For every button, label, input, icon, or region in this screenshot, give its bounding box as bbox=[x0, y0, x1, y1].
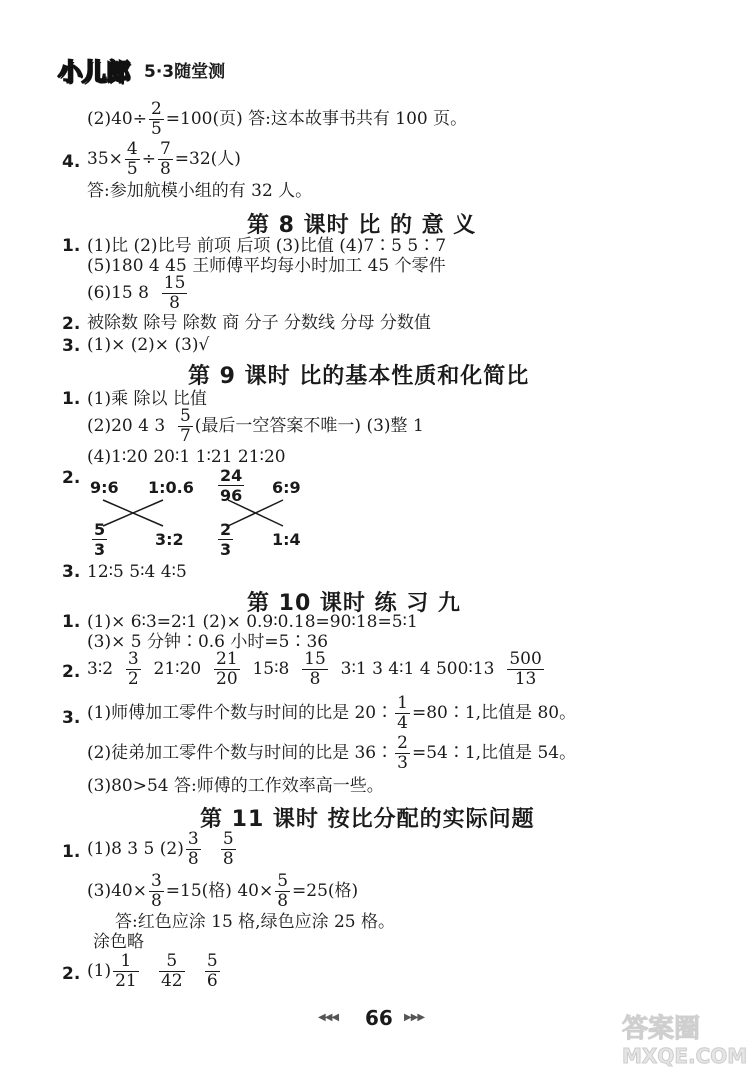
answer-line: 被除数 除号 除数 商 分子 分数线 分母 分数值 bbox=[87, 313, 431, 333]
watermark-url: MXQE.COM bbox=[622, 1044, 748, 1068]
header-logo: 小儿郎 bbox=[58, 58, 130, 86]
answer-line: 12∶5 5∶4 4∶5 bbox=[87, 562, 187, 582]
matching-item: $\frac{5}{3}$ bbox=[94, 520, 106, 559]
page-nav-right-icon: ▶▶▶ bbox=[404, 1012, 425, 1023]
matching-item: 6:9 bbox=[272, 478, 301, 497]
answer-line: (1)× 6∶3=2∶1 (2)× 0.9∶0.18=90∶18=5∶1 bbox=[87, 612, 418, 632]
answer-line: (3)× 5 分钟∶0.6 小时=5∶36 bbox=[87, 632, 329, 652]
answer-line: (4)1∶20 20∶1 1∶21 21∶20 bbox=[87, 447, 286, 467]
matching-item: 9:6 bbox=[90, 478, 119, 497]
question-number: 3. bbox=[62, 708, 81, 728]
question-number: 1. bbox=[62, 842, 81, 862]
answer-line: 35× $\frac{4}{5}$ ÷ $\frac{7}{8}$ =32(人) bbox=[87, 139, 241, 179]
answer-text: 答:参加航模小组的有 32 人。 bbox=[87, 181, 313, 201]
question-number: 2. bbox=[62, 964, 81, 984]
answer-line: (2)40÷ $\frac{2}{5}$ =100(页) 答:这本故事书共有 100 页。 bbox=[87, 99, 468, 139]
question-number: 1. bbox=[62, 236, 81, 256]
matching-item: 1:4 bbox=[272, 530, 301, 549]
answer-text: 涂色略 bbox=[93, 932, 144, 952]
section-title: 第 10 课时 练 习 九 bbox=[247, 591, 461, 616]
answer-line: (1)乘 除以 比值 bbox=[87, 389, 207, 409]
answer-line: (1)师傅加工零件个数与时间的比是 20∶ $\frac{1}{4}$ =80∶1,比值是 80。 bbox=[87, 693, 577, 733]
question-number: 3. bbox=[62, 562, 81, 582]
answer-line: (1)× (2)× (3)√ bbox=[87, 335, 210, 355]
answer-line: (1)比 (2)比号 前项 后项 (3)比值 (4)7∶5 5∶7 bbox=[87, 236, 447, 256]
question-number: 2. bbox=[62, 662, 81, 682]
answer-line: (2)徒弟加工零件个数与时间的比是 36∶ $\frac{2}{3}$ =54∶1,比值是 54。 bbox=[87, 733, 577, 773]
header-series: 5·3随堂测 bbox=[144, 62, 226, 82]
answer-line: (3)40× $\frac{3}{8}$ =15(格) 40× $\frac{5}{8}$ =25(格) bbox=[87, 871, 359, 911]
answer-line: (1)8 3 5 (2) $\frac{3}{8}$ $\frac{5}{8}$ bbox=[87, 829, 234, 869]
matching-item: 1:0.6 bbox=[148, 478, 194, 497]
question-number: 2. bbox=[62, 468, 81, 488]
answer-line: (5)180 4 45 王师傅平均每小时加工 45 个零件 bbox=[87, 256, 446, 276]
section-title: 第 11 课时 按比分配的实际问题 bbox=[200, 807, 535, 832]
page-number: 66 bbox=[365, 1006, 393, 1030]
answer-line: (6)15 8 $\frac{15}{8}$ bbox=[87, 273, 186, 313]
matching-item: 3:2 bbox=[155, 530, 184, 549]
answer-line: (1) $\frac{1}{21}$ $\frac{5}{42}$ $\frac{5}{6}$ bbox=[87, 951, 218, 991]
answer-line: (3)80>54 答:师傅的工作效率高一些。 bbox=[87, 776, 384, 796]
answer-line: (2)20 4 3 $\frac{5}{7}$ (最后一空答案不唯一) (3)整 1 bbox=[87, 406, 424, 446]
answer-line: 3∶2 $\frac{3}{2}$ 21∶20 $\frac{21}{20}$ 15∶8 $\frac{15}{8}$ 3∶1 3 4∶1 4 500∶13 $\frac{500}{13}$ bbox=[87, 649, 542, 689]
fraction: $\frac{2}{5}$ bbox=[150, 99, 162, 139]
section-title: 第 9 课时 比的基本性质和化简比 bbox=[188, 364, 530, 389]
question-number: 4. bbox=[62, 152, 81, 172]
watermark-logo: 答案圈 bbox=[622, 1014, 701, 1044]
matching-item: $\frac{2}{3}$ bbox=[220, 520, 232, 559]
matching-item: $\frac{24}{96}$ bbox=[220, 466, 243, 505]
answer-text: 答:红色应涂 15 格,绿色应涂 25 格。 bbox=[115, 912, 396, 932]
question-number: 3. bbox=[62, 336, 81, 356]
section-title: 第 8 课时 比 的 意 义 bbox=[247, 213, 477, 238]
question-number: 1. bbox=[62, 612, 81, 632]
question-number: 1. bbox=[62, 389, 81, 409]
question-number: 2. bbox=[62, 314, 81, 334]
page-nav-left-icon: ◀◀◀ bbox=[318, 1012, 339, 1023]
